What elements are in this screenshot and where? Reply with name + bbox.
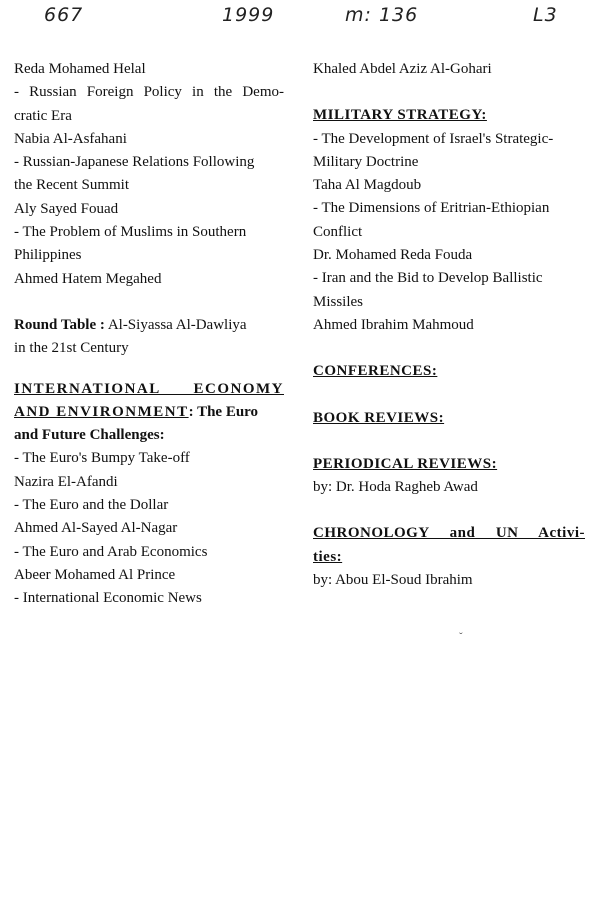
list-item: - The Euro's Bumpy Take-off xyxy=(14,450,190,467)
left-column xyxy=(14,58,284,611)
list-item: Missiles xyxy=(313,293,364,310)
section-heading-conferences: CONFERENCES: xyxy=(313,363,438,380)
author: Ahmed Hatem Megahed xyxy=(14,270,162,287)
scan-speck: ˇ xyxy=(459,631,463,643)
right-column xyxy=(313,58,585,592)
list-item: - Iran and the Bid to Develop Ballistic xyxy=(313,270,543,287)
list-item: Ahmed Ibrahim Mahmoud xyxy=(313,316,474,333)
section-heading-chronology: CHRONOLOGY and UN Activi- xyxy=(313,525,585,542)
article-title: - The Problem of Muslims in Southern xyxy=(14,224,247,241)
list-item: - The Euro and Arab Economics xyxy=(14,543,208,560)
author: Reda Mohamed Helal xyxy=(14,61,146,77)
section-heading-environment: AND ENVIRONMENT xyxy=(14,403,189,420)
list-item: Nazira El-Afandi xyxy=(14,473,118,490)
list-item: Conflict xyxy=(313,223,363,240)
section-heading-economy: INTERNATIONAL ECONOMY xyxy=(14,380,284,397)
section-heading-chronology-cont: ties: xyxy=(313,548,343,565)
round-table-label: Round Table : xyxy=(14,316,105,333)
round-table-text: Al-Siyassa Al-Dawliya xyxy=(104,316,247,333)
list-item: Dr. Mohamed Reda Fouda xyxy=(313,247,473,264)
section-subtitle: : The Euro xyxy=(188,403,259,420)
handwritten-label: L3 xyxy=(533,4,558,26)
list-item: - The Euro and the Dollar xyxy=(14,497,169,514)
article-title-cont: the Recent Summit xyxy=(14,177,129,194)
section-heading-periodical-reviews: PERIODICAL REVIEWS: xyxy=(313,455,498,472)
author: Nabia Al-Asfahani xyxy=(14,130,127,147)
author: Khaled Abdel Aziz Al-Gohari xyxy=(313,61,492,77)
section-heading-economy-cont xyxy=(14,401,284,424)
handwritten-year: 1999 xyxy=(222,4,275,26)
author: Aly Sayed Fouad xyxy=(14,200,119,217)
section-heading-book-reviews: BOOK REVIEWS: xyxy=(313,409,445,426)
round-table-text-cont: in the 21st Century xyxy=(14,340,129,357)
list-item: Abeer Mohamed Al Prince xyxy=(14,566,176,583)
list-item: Taha Al Magdoub xyxy=(313,177,422,194)
byline: by: Abou El-Soud Ibrahim xyxy=(313,572,473,589)
section-heading-military: MILITARY STRATEGY: xyxy=(313,107,487,124)
list-item: - International Economic News xyxy=(14,590,202,607)
article-title-cont: Philippines xyxy=(14,247,82,264)
list-item: - The Development of Israel's Strategic- xyxy=(313,130,554,147)
list-item: Military Doctrine xyxy=(313,153,419,170)
article-title: - Russian-Japanese Relations Following xyxy=(14,154,255,171)
list-item: Ahmed Al-Sayed Al-Nagar xyxy=(14,520,178,537)
article-title-cont: cratic Era xyxy=(14,107,72,124)
list-item: - The Dimensions of Eritrian-Ethiopian xyxy=(313,200,550,217)
handwritten-page-mark: 667 xyxy=(44,4,84,26)
article-title: - Russian Foreign Policy in the Demo- xyxy=(14,84,284,101)
section-subtitle-cont: and Future Challenges: xyxy=(14,427,165,444)
handwritten-number: m: 136 xyxy=(345,4,419,26)
round-table-line xyxy=(14,314,284,337)
byline: by: Dr. Hoda Ragheb Awad xyxy=(313,479,478,496)
